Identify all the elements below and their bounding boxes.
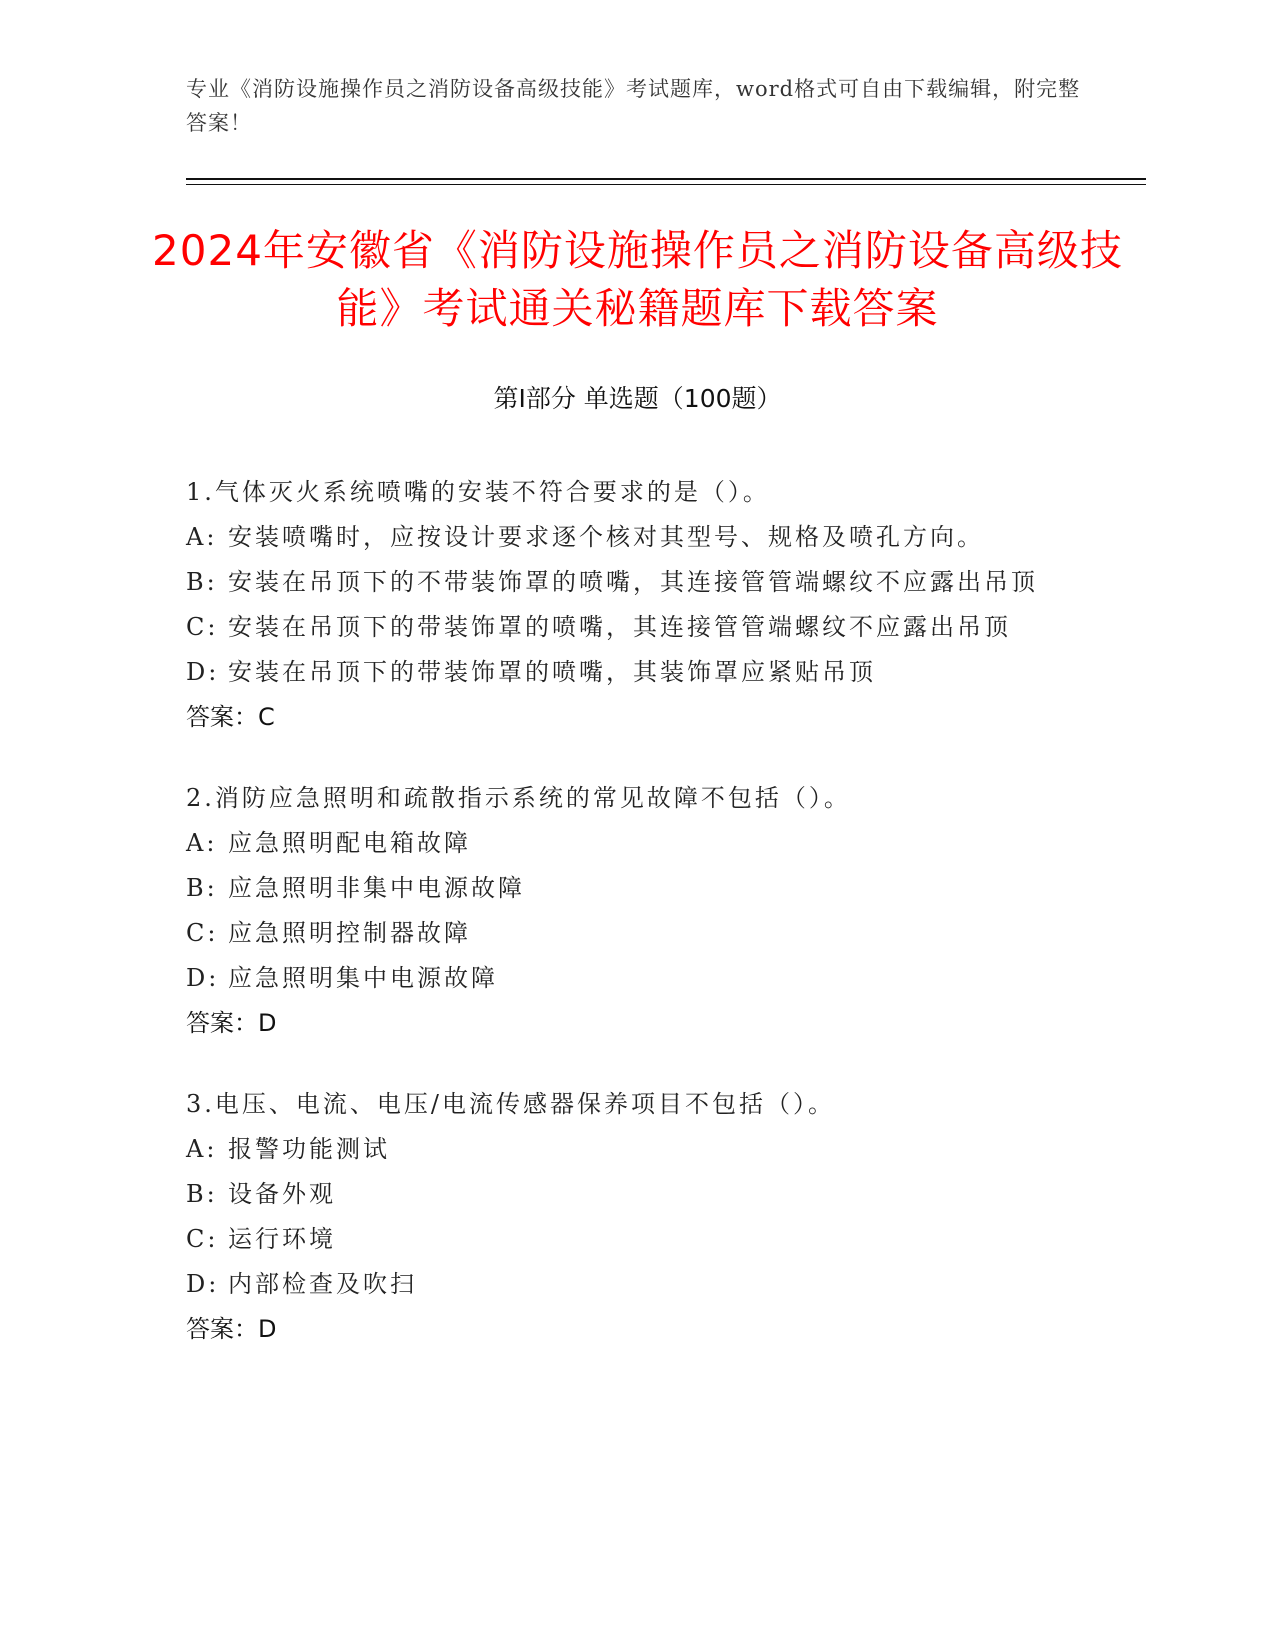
option-c [186,1217,1066,1262]
question-list [186,470,1066,1388]
option-text: 应急照明集中电源故障 [228,964,498,992]
answer-line: 答案：D [186,1315,277,1343]
option-text: 安装在吊顶下的不带装饰罩的喷嘴，其连接管管端螺纹不应露出吊顶 [228,568,1038,596]
option-text: 运行环境 [228,1225,336,1253]
option-letter: B: [186,1180,218,1208]
header-divider-thick [186,178,1146,180]
option-letter: C: [186,919,219,947]
option-text: 报警功能测试 [228,1135,390,1163]
option-text: 应急照明控制器故障 [228,919,471,947]
option-text: 应急照明非集中电源故障 [228,874,525,902]
option-b [186,866,1066,911]
option-c [186,605,1066,650]
section-title: 第Ⅰ部分 单选题（100题） [493,384,782,413]
option-letter: D: [186,658,220,686]
question-stem: 3.电压、电流、电压/电流传感器保养项目不包括（）。 [186,1090,835,1118]
option-letter: C: [186,1225,219,1253]
option-a [186,1127,1066,1172]
option-text: 安装在吊顶下的带装饰罩的喷嘴，其装饰罩应紧贴吊顶 [228,658,876,686]
option-text: 应急照明配电箱故障 [228,829,471,857]
header-divider-thin [186,184,1146,185]
option-letter: C: [186,613,219,641]
option-letter: D: [186,964,220,992]
answer-line: 答案：C [186,703,275,731]
question-1 [186,470,1066,740]
option-letter: B: [186,874,218,902]
option-letter: A: [186,523,218,551]
option-d [186,956,1066,1001]
question-stem: 2.消防应急照明和疏散指示系统的常见故障不包括（）。 [186,784,851,812]
option-letter: A: [186,1135,218,1163]
option-text: 安装喷嘴时，应按设计要求逐个核对其型号、规格及喷孔方向。 [228,523,984,551]
option-letter: B: [186,568,218,596]
question-3 [186,1082,1066,1352]
option-letter: D: [186,1270,220,1298]
header-note: 专业《消防设施操作员之消防设备高级技能》考试题库，word格式可自由下载编辑，附完整答案！ [186,77,1081,135]
option-b [186,560,1066,605]
option-text: 设备外观 [228,1180,336,1208]
answer-line: 答案：D [186,1009,277,1037]
question-stem: 1.气体灭火系统喷嘴的安装不符合要求的是（）。 [186,478,770,506]
option-c [186,911,1066,956]
option-a [186,821,1066,866]
option-d [186,650,1066,695]
option-letter: A: [186,829,218,857]
option-text: 内部检查及吹扫 [228,1270,417,1298]
option-text: 安装在吊顶下的带装饰罩的喷嘴，其连接管管端螺纹不应露出吊顶 [228,613,1011,641]
document-title: 2024年安徽省《消防设施操作员之消防设备高级技能》考试通关秘籍题库下载答案 [152,226,1123,333]
option-a [186,515,1066,560]
option-b [186,1172,1066,1217]
question-2 [186,776,1066,1046]
option-d [186,1262,1066,1307]
